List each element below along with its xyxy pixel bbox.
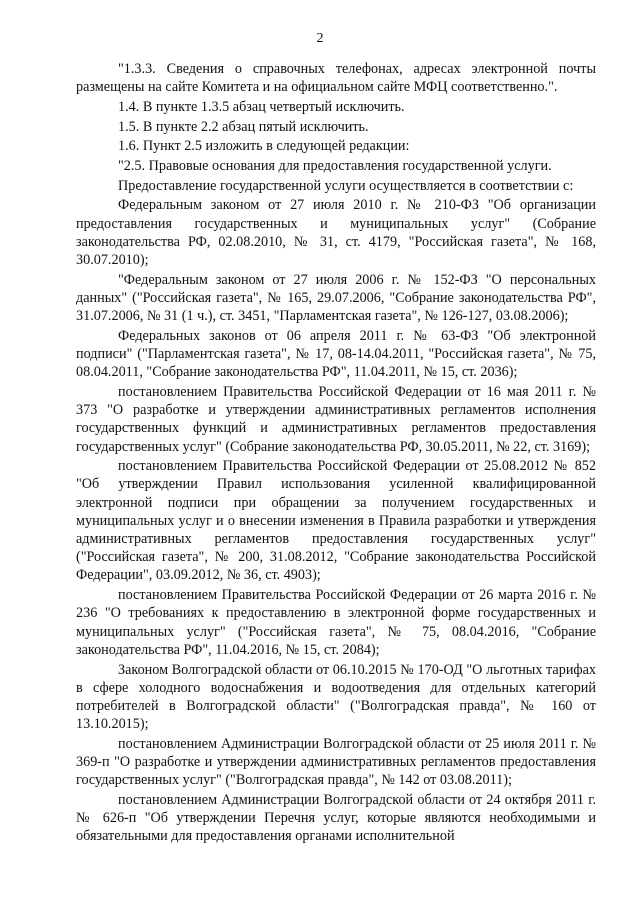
page-number: 2 bbox=[316, 31, 324, 46]
paragraph-decree-373: постановлением Правительства Российской Федерации от 16 мая 2011 г. № 373 "О разработке и утверждении административных регламентов исполнения государственных функций и административных регламентов предоставления государственных услуг" (Собрание законодательства РФ, 30.05.2011, № 22, ст. 3169); bbox=[76, 383, 596, 455]
paragraph-1-6: 1.6. Пункт 2.5 изложить в следующей редакции: bbox=[118, 138, 410, 155]
paragraph-1-5: 1.5. В пункте 2.2 абзац пятый исключить. bbox=[118, 118, 369, 135]
paragraph-decree-369-p: постановлением Администрации Волгоградской области от 25 июля 2011 г. № 369-п "О разработке и утверждении административных регламентов предоставления государственных услуг" ("Волгоградская правда", № 142 от 03.08.2011); bbox=[76, 735, 596, 789]
paragraph-law-210-fz: Федеральным законом от 27 июля 2010 г. № 210-ФЗ "Об организации предоставления государственных и муниципальных услуг" (Собрание законодательства РФ, 02.08.2010, № 31, ст. 4179, "Российская газета", № 168, 30.07.2010); bbox=[76, 197, 596, 269]
paragraph-law-152-fz: "Федеральным законом от 27 июля 2006 г. № 152-ФЗ "О персональных данных" ("Российская газета", № 165, 29.07.2006, "Собрание законодательства РФ", 31.07.2006, № 31 (1 ч.), ст. 3451, "Парламентская газета", № 126-127, 03.08.2006); bbox=[76, 271, 596, 325]
paragraph-decree-236: постановлением Правительства Российской Федерации от 26 марта 2016 г. № 236 "О требованиях к предоставлению в электронной форме государственных и муниципальных услуг" ("Российская газета", № 75, 08.04.2016, "Собрание законодательства РФ", 11.04.2016, № 15, ст. 2084); bbox=[76, 587, 596, 658]
paragraph-law-170-od: Законом Волгоградской области от 06.10.2015 № 170-ОД "О льготных тарифах в сфере холодного водоснабжения и водоотведения для отдельных категорий потребителей в Волгоградской области" ("Волгоградская правда", № 160 от 13.10.2015); bbox=[76, 661, 596, 733]
paragraph-2-5-heading: "2.5. Правовые основания для предоставления государственной услуги. bbox=[118, 158, 552, 175]
paragraph-1-4: 1.4. В пункте 1.3.5 абзац четвертый исключить. bbox=[118, 98, 405, 115]
paragraph-decree-626-p: постановлением Администрации Волгоградской области от 24 октября 2011 г. № 626-п "Об утверждении Перечня услуг, которые являются необходимыми и обязательными для предоставления органами исполнительной bbox=[76, 791, 596, 845]
paragraph-decree-852: постановлением Правительства Российской Федерации от 25.08.2012 № 852 "Об утверждении Правил использования усиленной квалифицированной электронной подписи при обращении за получением государственных и муниципальных услуг и о внесении изменения в Правила разработки и утверждения административных регламентов предоставления государственных услуг" ("Российская газета", № 200, 31.08.2012, "Собрание законодательства Российской Федерации", 03.09.2012, № 36, ст. 4903); bbox=[76, 458, 596, 584]
paragraph-intro: Предоставление государственной услуги осуществляется в соответствии с: bbox=[118, 177, 574, 194]
paragraph-law-63-fz: Федеральных законов от 06 апреля 2011 г. № 63-ФЗ "Об электронной подписи" ("Парламентская газета", № 17, 08-14.04.2011, "Российская газета", № 75, 08.04.2011, "Собрание законодательства РФ", 11.04.2011, № 15, ст. 2036); bbox=[76, 327, 596, 381]
paragraph-1-3-3: "1.3.3. Сведения о справочных телефонах, адресах электронной почты размещены на сайте Комитета и на официальном сайте МФЦ соответственно.". bbox=[76, 61, 596, 96]
document-body bbox=[76, 60, 596, 847]
